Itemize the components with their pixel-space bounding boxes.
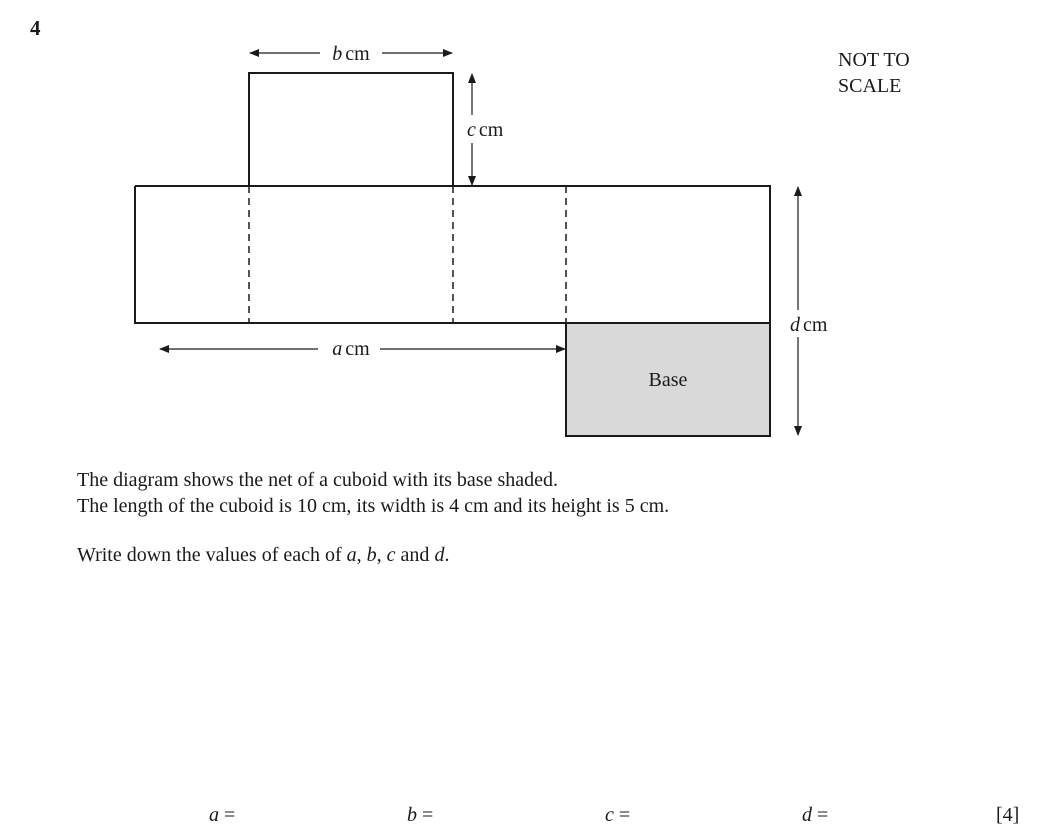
- question-stem: [77, 467, 669, 519]
- stem-line-1: The diagram shows the net of a cuboid with its base shaded.: [77, 469, 558, 491]
- answer-line-a[interactable]: a =: [209, 804, 236, 826]
- marks-allocation: [4]: [996, 804, 1020, 826]
- base-label: Base: [648, 369, 688, 391]
- fold-lines: [249, 186, 770, 323]
- not-to-scale-line-1: NOT TO: [838, 49, 910, 71]
- answer-line-d[interactable]: d =: [802, 804, 829, 826]
- answer-line-c[interactable]: c =: [605, 804, 631, 826]
- instruction-part: .: [444, 544, 450, 566]
- instruction-part: Write down the values of each of: [77, 544, 347, 566]
- instruction-var-a: a: [346, 544, 357, 566]
- d-label: d cm: [790, 314, 828, 336]
- top-face: [249, 73, 453, 186]
- question-number: 4: [30, 16, 41, 40]
- instruction-var-c: c: [386, 544, 396, 566]
- instruction-part: ,: [376, 544, 387, 566]
- answer-line-b[interactable]: b =: [407, 804, 434, 826]
- not-to-scale-line-2: SCALE: [838, 75, 902, 97]
- stem-line-2: The length of the cuboid is 10 cm, its width is 4 cm and its height is 5 cm.: [77, 495, 670, 517]
- side-faces-outline: [135, 186, 770, 323]
- instruction: [77, 544, 449, 567]
- a-label: a cm: [332, 338, 370, 360]
- instruction-part: ,: [356, 544, 367, 566]
- b-label: b cm: [332, 43, 370, 65]
- instruction-var-d: d: [434, 544, 445, 566]
- instruction-part: and: [395, 544, 435, 566]
- c-label: c cm: [467, 119, 504, 141]
- instruction-var-b: b: [366, 544, 377, 566]
